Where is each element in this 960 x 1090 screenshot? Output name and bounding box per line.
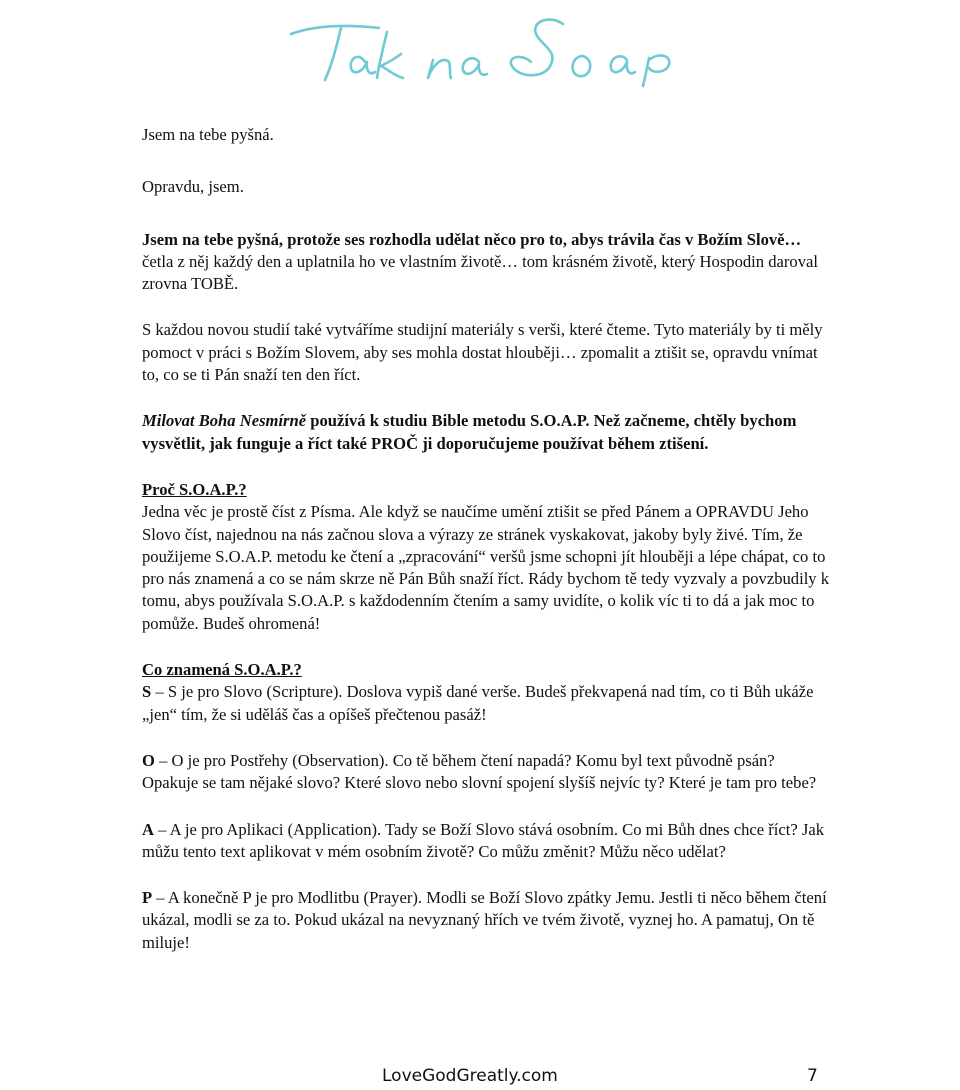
soap-p-item (142, 887, 832, 954)
soap-a-text: – A je pro Aplikaci (Application). Tady se Boží Slovo stává osobním. Co mi Bůh dnes chce říct? Jak můžu tento text aplikovat v mém osobním životě? Co můžu změnit? Můžu něco udělat? (142, 819, 824, 861)
method-paragraph-rest: používá k studiu Bible metodu S.O.A.P. Než začneme, chtěly bychom vysvětlit, jak funguje a říct také PROČ ji doporučujeme používat během ztišení. (142, 411, 797, 453)
soap-s-letter: S (142, 682, 152, 702)
why-soap-heading: Proč S.O.A.P.? (142, 479, 247, 499)
soap-p-letter: P (142, 888, 153, 908)
soap-a-letter: A (142, 819, 154, 839)
page-content (142, 124, 832, 954)
soap-o-item (142, 750, 832, 795)
soap-s-item (142, 681, 832, 726)
soap-meaning-heading: Co znamená S.O.A.P.? (142, 660, 302, 680)
proud-paragraph-rest: četla z něj každý den a uplatnila ho ve vlastním životě… tom krásném životě, který Hospodin daroval zrovna TOBĚ. (142, 251, 818, 294)
proud-paragraph (142, 229, 832, 296)
why-soap-text: Jedna věc je prostě číst z Písma. Ale když se naučíme umění ztišit se před Pánem a OPRAVDU Jeho Slovo číst, najednou na nás začnou slova a výrazy ze stránek vyskakovat, jakoby byly živé. Tím, že použijeme S.O.A.P. metodu ke čtení a „zpracování“ veršů jsme schopni jít hlouběji a lépe chápat, co to pro nás znamená a co se nám skrze ně Pán Bůh snaží říct. Rády bychom tě tedy vyzvaly a povzbudily k tomu, abys používala S.O.A.P. s každodenním čtením a samy uvidíte, o kolik víc ti to dá a jak moc to pomůže. Budeš ohromená! (142, 502, 830, 633)
soap-a-item (142, 819, 832, 864)
logo-script-graphic (283, 4, 683, 88)
footer-website: LoveGodGreatly.com (382, 1066, 558, 1086)
soap-p-text: – A konečně P je pro Modlitbu (Prayer). Modli se Boží Slovo zpátky Jemu. Jestli ti něco během čtení ukázal, modli se za to. Pokud ukázal na nevyznaný hřích ve tvém životě, vyznej ho. A pamatuj, On tě miluje! (142, 888, 827, 952)
method-brand-name: Milovat Boha Nesmírně (142, 411, 307, 431)
soap-o-letter: O (142, 750, 155, 770)
intro-line-1: Jsem na tebe pyšná. (142, 125, 274, 144)
page-number: 7 (807, 1066, 818, 1086)
method-paragraph (142, 410, 832, 455)
soap-s-text: – S je pro Slovo (Scripture). Doslova vypiš dané verše. Budeš překvapená nad tím, co ti Bůh ukáže „jen“ tím, že si uděláš čas a opíšeš přečtenou pasáž! (142, 682, 814, 724)
materials-paragraph: S každou novou studií také vytváříme studijní materiály s verši, které čteme. Tyto materiály by ti měly pomoct v práci s Božím Slovem, aby ses mohla dostat hlouběji… zpomalit a ztišit se, opravdu vnímat to, co se ti Pán snaží ten den říct. (142, 320, 823, 385)
proud-paragraph-bold: Jsem na tebe pyšná, protože ses rozhodla udělat něco pro to, abys trávila čas v Božím Slově… (142, 229, 802, 249)
intro-line-2: Opravdu, jsem. (142, 177, 244, 197)
soap-o-text: – O je pro Postřehy (Observation). Co tě během čtení napadá? Komu byl text původně psán? Opakuje se tam nějaké slovo? Které slovo nebo slovní spojení slyšíš nejvíc ty? Které je tam pro tebe? (142, 750, 817, 793)
tak-na-soap-logo (283, 4, 683, 88)
